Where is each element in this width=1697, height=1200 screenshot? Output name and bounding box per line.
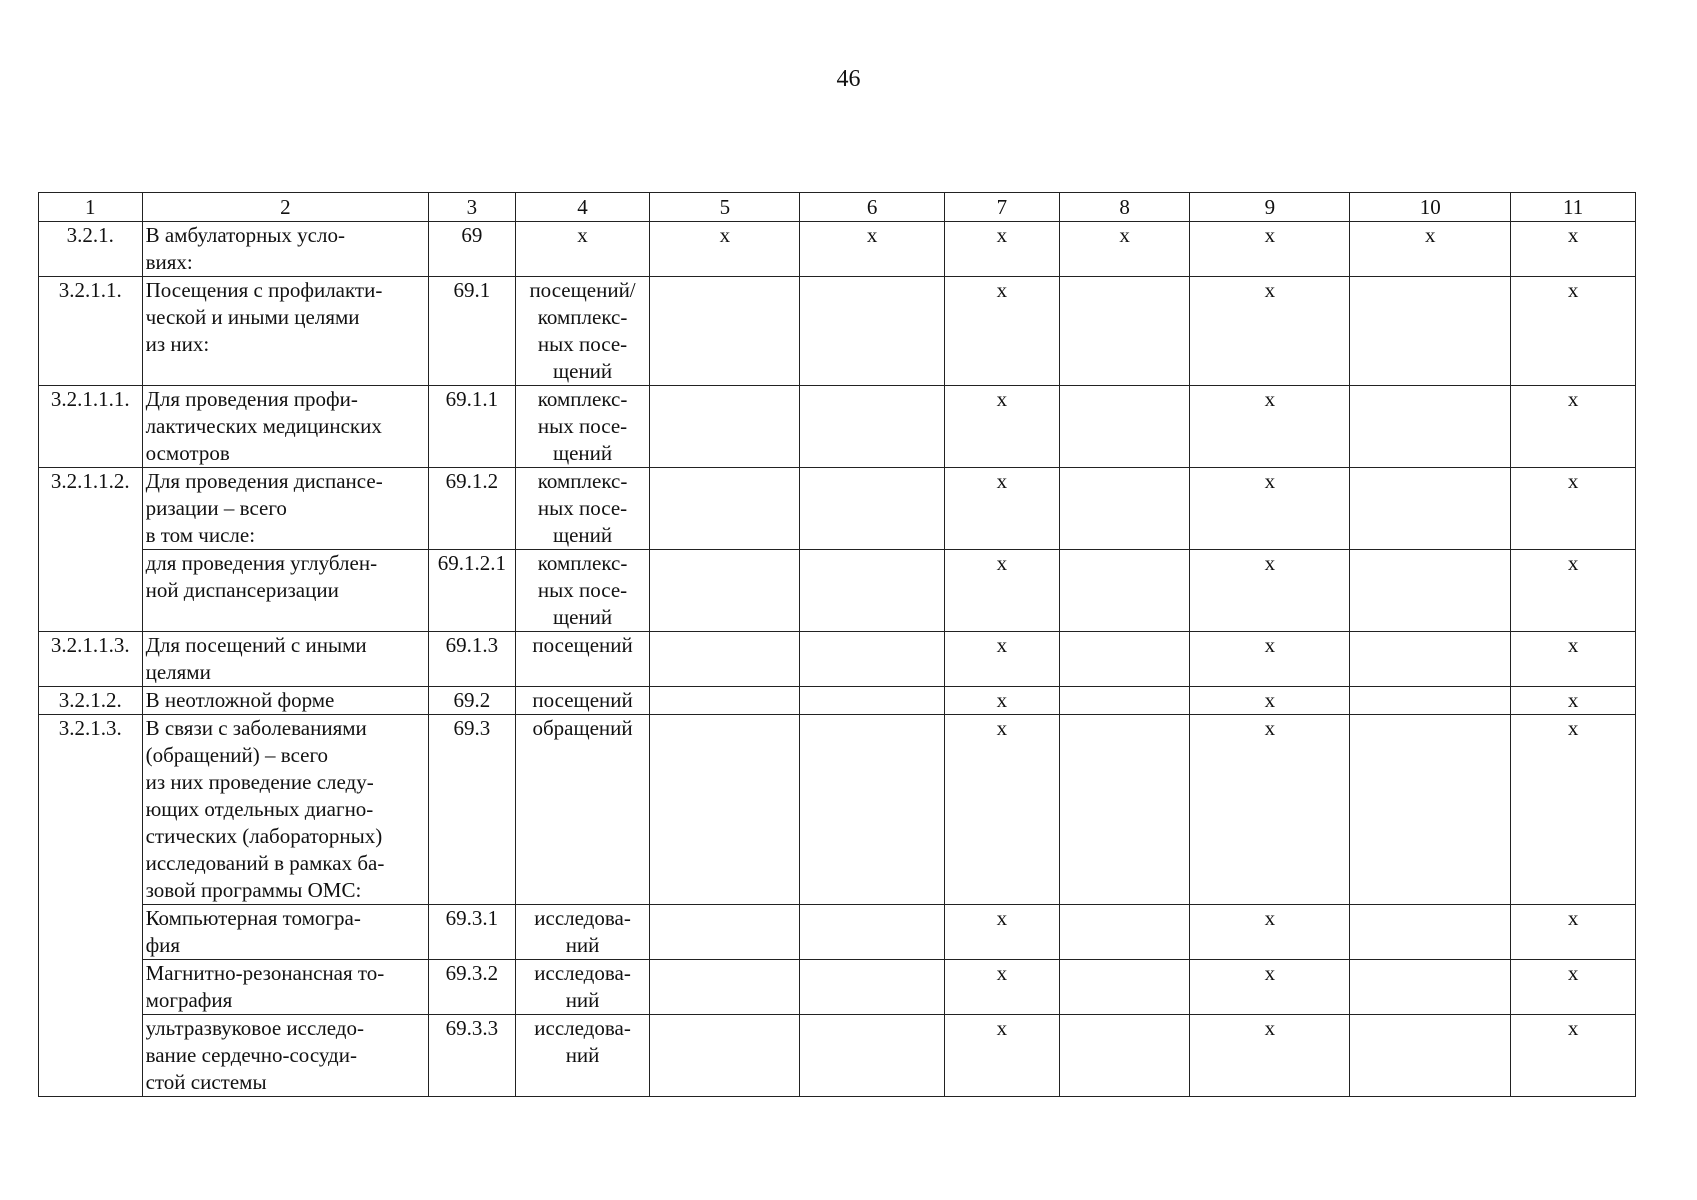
column-header-7: 7 <box>945 193 1060 222</box>
table-row <box>39 222 1636 277</box>
table-body <box>39 222 1636 1097</box>
row-name: В связи с заболеваниями (обращений) – всего из них проведение следу- ющих отдельных диагно- стических (лабораторных) исследований в рамках ба- зовой программы ОМС: <box>142 715 429 905</box>
row-number: 3.2.1.1.2. <box>39 468 143 632</box>
cell-mark: х <box>945 687 1060 715</box>
empty-cell <box>650 687 800 715</box>
cell-mark: х <box>1511 960 1636 1015</box>
cell-mark: х <box>1059 222 1190 277</box>
empty-cell <box>1059 905 1190 960</box>
empty-cell <box>800 550 945 632</box>
empty-cell <box>800 632 945 687</box>
cell-mark: х <box>1511 632 1636 687</box>
cell-mark: х <box>1190 687 1350 715</box>
empty-cell <box>1059 277 1190 386</box>
empty-cell <box>1350 277 1511 386</box>
column-header-5: 5 <box>650 193 800 222</box>
column-header-11: 11 <box>1511 193 1636 222</box>
empty-cell <box>800 960 945 1015</box>
table-row <box>39 905 1636 960</box>
row-name: ультразвуковое исследо- вание сердечно-сосуди- стой системы <box>142 1015 429 1097</box>
column-header-6: 6 <box>800 193 945 222</box>
column-header-1: 1 <box>39 193 143 222</box>
empty-cell <box>800 905 945 960</box>
cell-mark: х <box>1190 468 1350 550</box>
row-code: 69 <box>429 222 515 277</box>
cell-mark: х <box>1190 715 1350 905</box>
cell-mark: х <box>1190 960 1350 1015</box>
empty-cell <box>1350 905 1511 960</box>
cell-mark: х <box>1190 632 1350 687</box>
empty-cell <box>1350 386 1511 468</box>
row-code: 69.1 <box>429 277 515 386</box>
row-unit: комплекс- ных посе- щений <box>515 468 650 550</box>
empty-cell <box>800 386 945 468</box>
cell-mark: х <box>1511 468 1636 550</box>
empty-cell <box>1059 468 1190 550</box>
row-code: 69.1.2 <box>429 468 515 550</box>
empty-cell <box>1350 1015 1511 1097</box>
cell-mark: х <box>1190 1015 1350 1097</box>
row-number: 3.2.1. <box>39 222 143 277</box>
row-code: 69.3.3 <box>429 1015 515 1097</box>
cell-mark: х <box>1190 905 1350 960</box>
cell-mark: х <box>945 632 1060 687</box>
empty-cell <box>800 1015 945 1097</box>
table-row <box>39 277 1636 386</box>
row-unit: посещений <box>515 687 650 715</box>
column-header-9: 9 <box>1190 193 1350 222</box>
cell-mark: х <box>945 960 1060 1015</box>
empty-cell <box>650 905 800 960</box>
empty-cell <box>1350 687 1511 715</box>
table-row <box>39 386 1636 468</box>
empty-cell <box>1059 687 1190 715</box>
table-row <box>39 960 1636 1015</box>
row-number: 3.2.1.2. <box>39 687 143 715</box>
cell-mark: х <box>945 222 1060 277</box>
cell-mark: х <box>1511 715 1636 905</box>
column-number-row <box>39 193 1636 222</box>
column-header-3: 3 <box>429 193 515 222</box>
empty-cell <box>650 468 800 550</box>
cell-mark: х <box>945 386 1060 468</box>
column-header-10: 10 <box>1350 193 1511 222</box>
row-number: 3.2.1.1.1. <box>39 386 143 468</box>
row-unit: посещений <box>515 632 650 687</box>
cell-mark: х <box>945 468 1060 550</box>
row-name: Для проведения профи- лактических медицинских осмотров <box>142 386 429 468</box>
empty-cell <box>800 468 945 550</box>
row-code: 69.3 <box>429 715 515 905</box>
row-name: Магнитно-резонансная то- мография <box>142 960 429 1015</box>
column-header-2: 2 <box>142 193 429 222</box>
empty-cell <box>1059 715 1190 905</box>
cell-mark: х <box>1190 277 1350 386</box>
cell-mark: х <box>1190 550 1350 632</box>
row-code: 69.1.1 <box>429 386 515 468</box>
row-unit: обращений <box>515 715 650 905</box>
empty-cell <box>800 715 945 905</box>
table-row <box>39 687 1636 715</box>
empty-cell <box>1350 468 1511 550</box>
table-row <box>39 468 1636 550</box>
column-header-4: 4 <box>515 193 650 222</box>
cell-mark: х <box>1511 386 1636 468</box>
cell-mark: х <box>1511 687 1636 715</box>
row-unit: исследова- ний <box>515 1015 650 1097</box>
cell-mark: х <box>945 550 1060 632</box>
row-code: 69.1.2.1 <box>429 550 515 632</box>
table-row <box>39 632 1636 687</box>
empty-cell <box>650 715 800 905</box>
row-code: 69.3.1 <box>429 905 515 960</box>
row-code: 69.3.2 <box>429 960 515 1015</box>
cell-mark: х <box>650 222 800 277</box>
empty-cell <box>650 960 800 1015</box>
empty-cell <box>650 632 800 687</box>
empty-cell <box>650 550 800 632</box>
row-name: Посещения с профилакти- ческой и иными целями из них: <box>142 277 429 386</box>
cell-mark: х <box>945 715 1060 905</box>
cell-mark: х <box>1190 222 1350 277</box>
cell-mark: х <box>945 905 1060 960</box>
cell-mark: х <box>945 1015 1060 1097</box>
row-unit: исследова- ний <box>515 960 650 1015</box>
table-row <box>39 550 1636 632</box>
row-unit: посещений/ комплекс- ных посе- щений <box>515 277 650 386</box>
cell-mark: х <box>800 222 945 277</box>
empty-cell <box>1350 550 1511 632</box>
row-unit: комплекс- ных посе- щений <box>515 386 650 468</box>
row-name: В неотложной форме <box>142 687 429 715</box>
cell-mark: х <box>1511 905 1636 960</box>
empty-cell <box>1350 715 1511 905</box>
column-header-8: 8 <box>1059 193 1190 222</box>
row-name: Для проведения диспансе- ризации – всего в том числе: <box>142 468 429 550</box>
cell-mark: х <box>1511 550 1636 632</box>
row-unit: исследова- ний <box>515 905 650 960</box>
row-name: Для посещений с иными целями <box>142 632 429 687</box>
cell-mark: х <box>945 277 1060 386</box>
row-number: 3.2.1.1. <box>39 277 143 386</box>
row-unit: х <box>515 222 650 277</box>
cell-mark: х <box>1511 222 1636 277</box>
table-row <box>39 1015 1636 1097</box>
row-name: В амбулаторных усло- виях: <box>142 222 429 277</box>
row-name: для проведения углублен- ной диспансеризации <box>142 550 429 632</box>
empty-cell <box>650 1015 800 1097</box>
empty-cell <box>1059 1015 1190 1097</box>
row-code: 69.2 <box>429 687 515 715</box>
empty-cell <box>800 687 945 715</box>
row-number: 3.2.1.1.3. <box>39 632 143 687</box>
data-table <box>38 192 1636 1097</box>
table-header <box>39 193 1636 222</box>
cell-mark: х <box>1511 277 1636 386</box>
empty-cell <box>1059 632 1190 687</box>
table-row <box>39 715 1636 905</box>
cell-mark: х <box>1511 1015 1636 1097</box>
empty-cell <box>1059 960 1190 1015</box>
row-code: 69.1.3 <box>429 632 515 687</box>
empty-cell <box>1059 550 1190 632</box>
empty-cell <box>1350 632 1511 687</box>
cell-mark: х <box>1350 222 1511 277</box>
empty-cell <box>650 386 800 468</box>
row-unit: комплекс- ных посе- щений <box>515 550 650 632</box>
empty-cell <box>1350 960 1511 1015</box>
empty-cell <box>650 277 800 386</box>
row-name: Компьютерная томогра- фия <box>142 905 429 960</box>
empty-cell <box>800 277 945 386</box>
page-number: 46 <box>836 66 861 92</box>
empty-cell <box>1059 386 1190 468</box>
cell-mark: х <box>1190 386 1350 468</box>
row-number: 3.2.1.3. <box>39 715 143 1097</box>
